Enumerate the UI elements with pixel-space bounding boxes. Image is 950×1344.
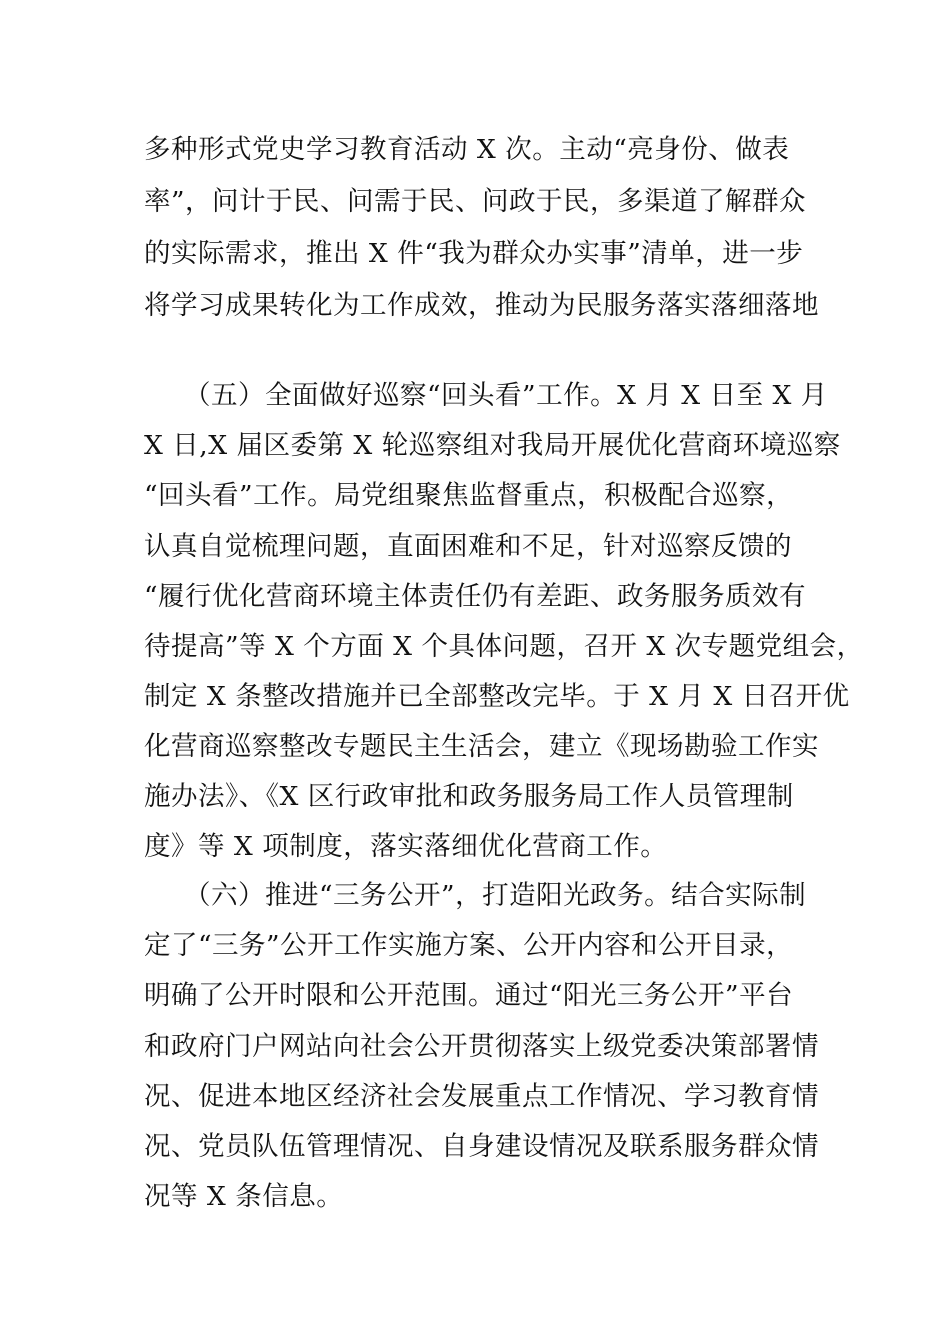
text-line: 明确了公开时限和公开范围。通过“阳光三务公开”平台 xyxy=(144,980,794,1011)
text-line: 多种形式党史学习教育活动 X 次。主动“亮身份、做表 xyxy=(144,134,790,165)
text-line: 度》等 X 项制度，落实落细优化营商工作。 xyxy=(144,831,668,862)
text-line: 和政府门户网站向社会公开贯彻落实上级党委决策部署情 xyxy=(144,1031,819,1062)
text-line: 定了“三务”公开工作实施方案、公开内容和公开目录， xyxy=(144,930,794,961)
text-line: 况、党员队伍管理情况、自身建设情况及联系服务群众情 xyxy=(144,1131,819,1162)
text-line: 况、促进本地区经济社会发展重点工作情况、学习教育情 xyxy=(144,1081,819,1112)
text-line: 认真自觉梳理问题，直面困难和不足，针对巡察反馈的 xyxy=(144,531,792,562)
text-line: 待提高”等 X 个方面 X 个具体问题，召开 X 次专题党组会， xyxy=(144,631,864,662)
text-line: 施办法》、《X 区行政审批和政务服务局工作人员管理制 xyxy=(144,781,794,812)
text-line: 将学习成果转化为工作成效，推动为民服务落实落细落地 xyxy=(144,290,819,321)
text-line: “回头看”工作。局党组聚焦监督重点，积极配合巡察， xyxy=(144,480,794,511)
text-line: “履行优化营商环境主体责任仍有差距、政务服务质效有 xyxy=(144,581,807,612)
text-line: 率”，问计于民、问需于民、问政于民，多渠道了解群众 xyxy=(144,186,807,217)
text-line: 的实际需求，推出 X 件“我为群众办实事”清单，进一步 xyxy=(144,238,804,269)
text-line: 化营商巡察整改专题民主生活会，建立《现场勘验工作实 xyxy=(144,731,819,762)
text-line: X 日,X 届区委第 X 轮巡察组对我局开展优化营商环境巡察 xyxy=(144,430,841,461)
text-line: （五）全面做好巡察“回头看”工作。X 月 X 日至 X 月 xyxy=(184,380,828,411)
text-line: （六）推进“三务公开”，打造阳光政务。结合实际制 xyxy=(184,880,807,911)
text-line: 况等 X 条信息。 xyxy=(144,1181,344,1212)
text-line: 制定 X 条整改措施并已全部整改完毕。于 X 月 X 日召开优 xyxy=(144,681,850,712)
